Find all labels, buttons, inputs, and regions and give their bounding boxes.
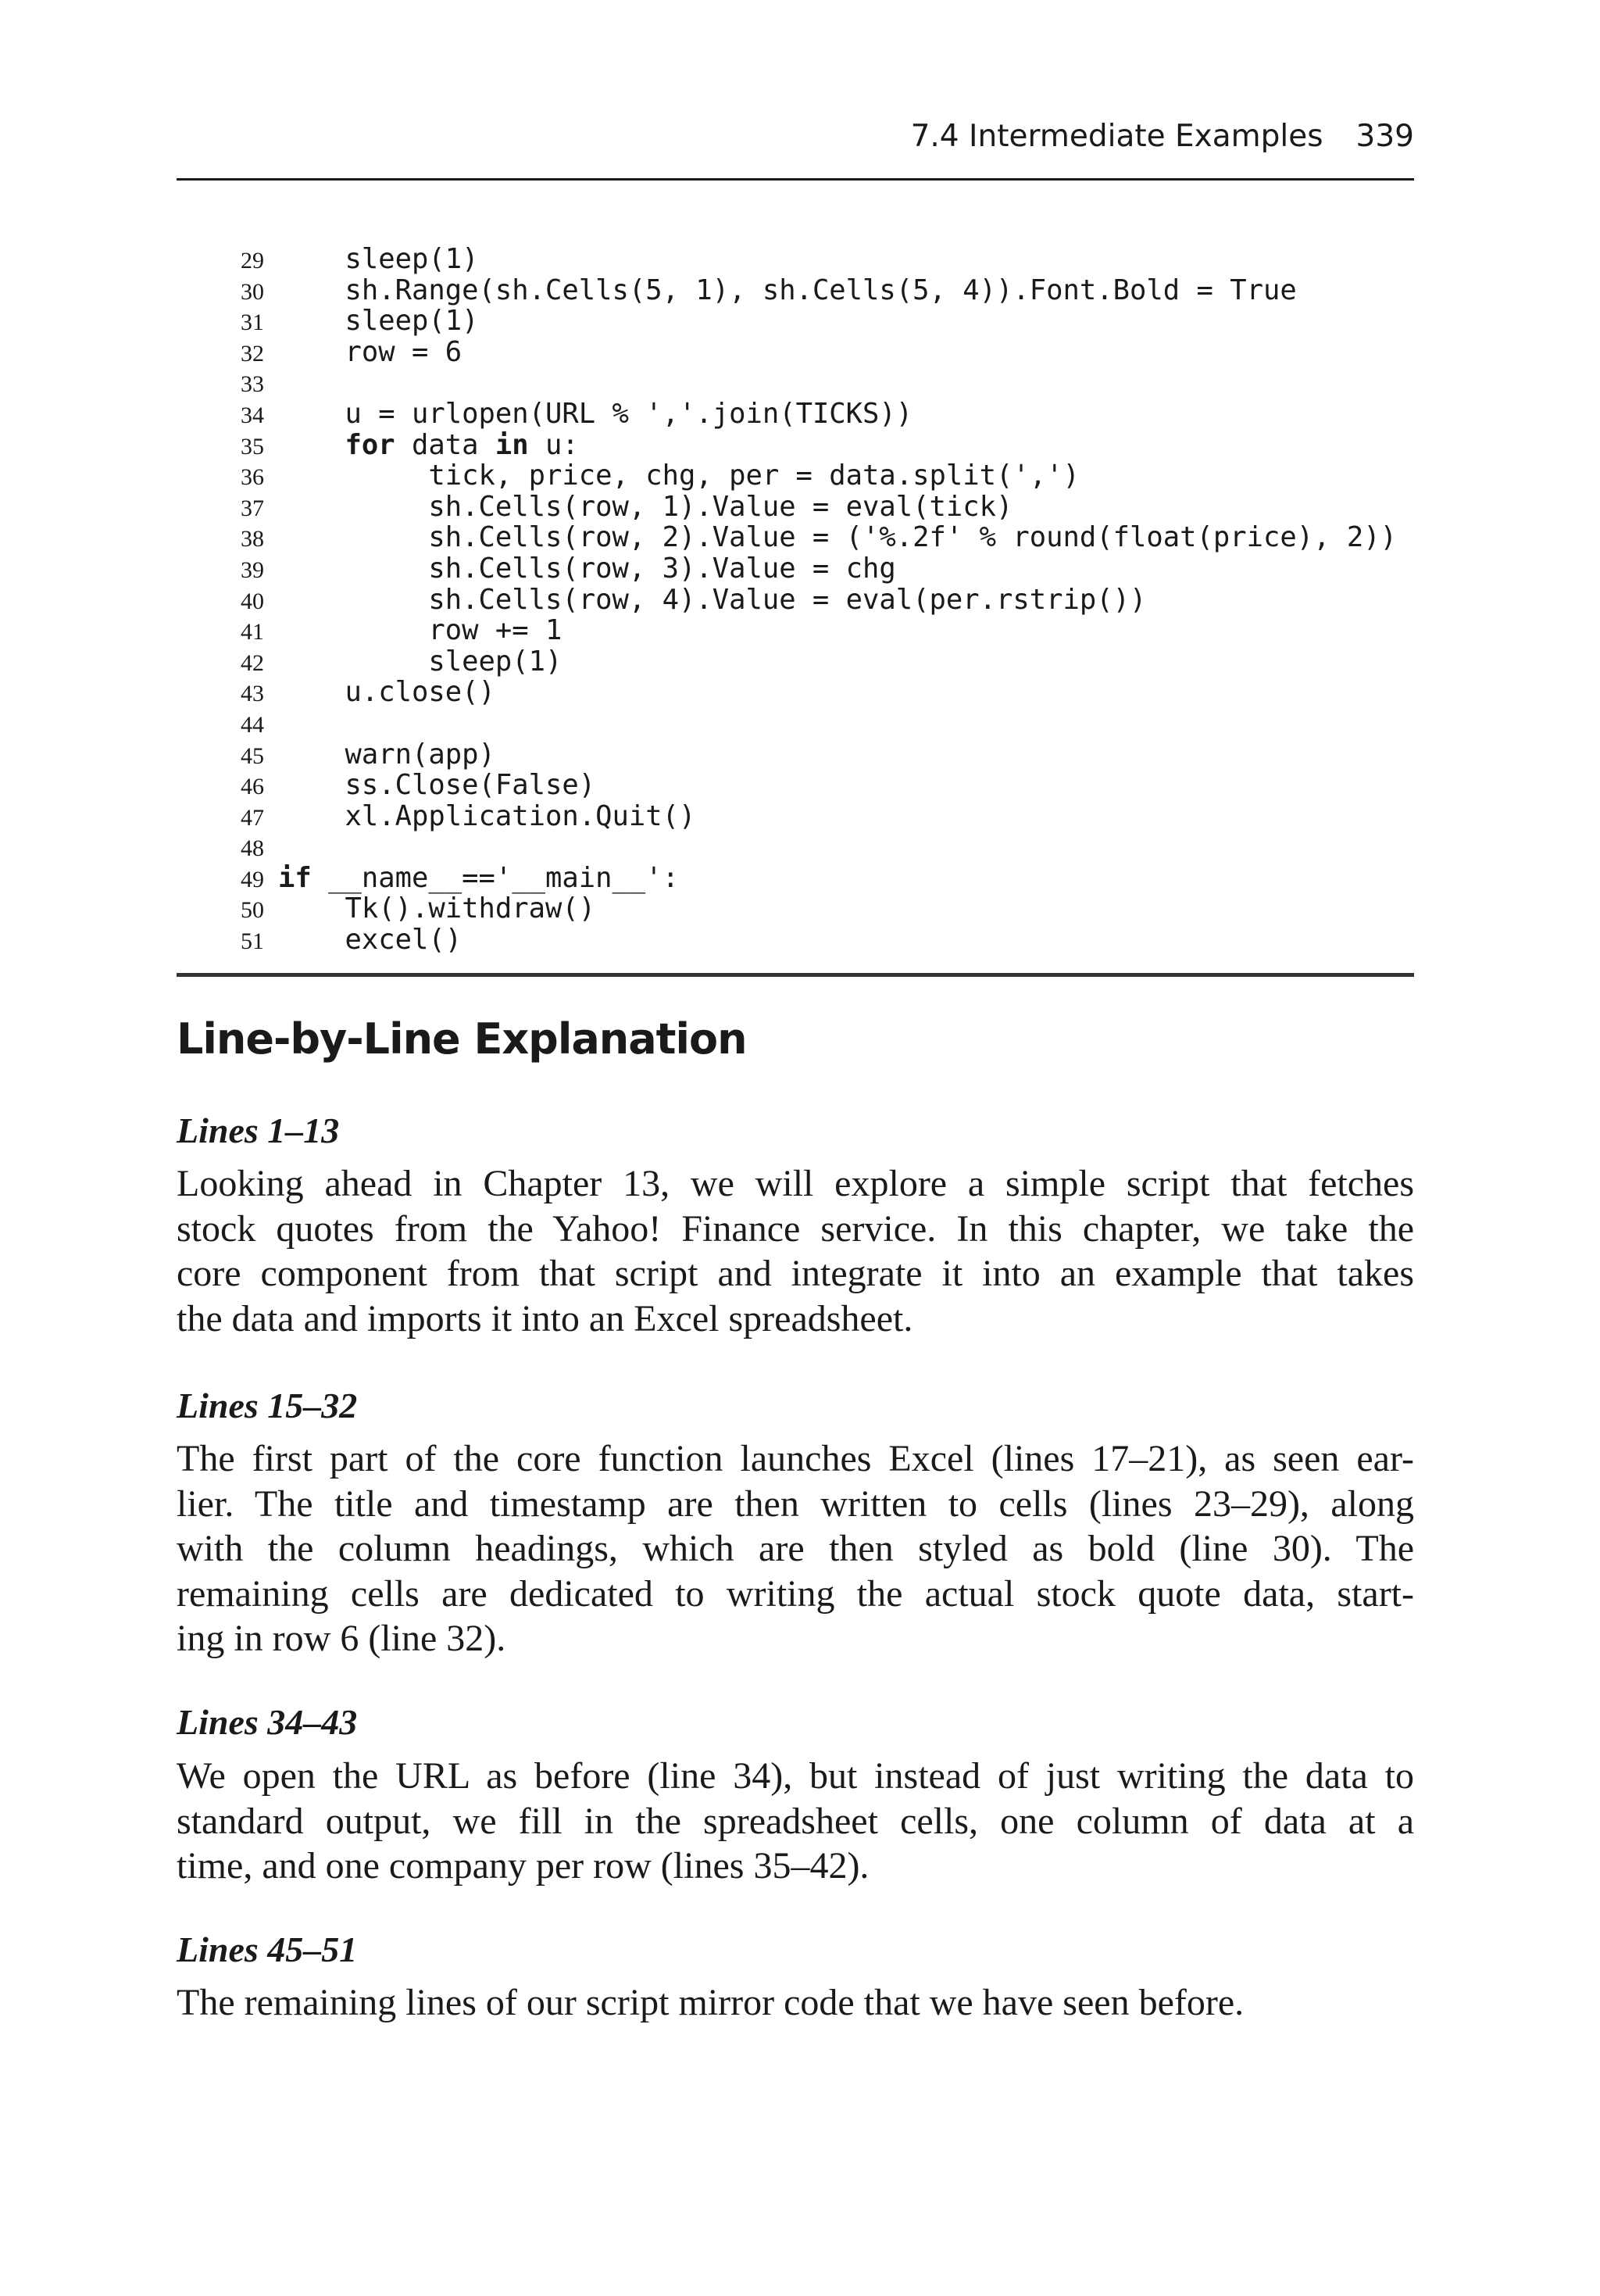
line-number: 49 <box>241 866 264 892</box>
explanation-heading-lines-15-32: Lines 15–32 <box>177 1386 358 1425</box>
code-token: u: <box>528 428 579 461</box>
line-number: 40 <box>241 588 264 614</box>
code-line <box>177 646 1414 678</box>
explanation-paragraph-lines-1-13 <box>177 1161 1414 1341</box>
code-text <box>278 677 495 708</box>
code-token: row += 1 <box>428 614 562 647</box>
code-token: xl.Application.Quit() <box>345 799 696 832</box>
explanation-paragraph-lines-34-43 <box>177 1754 1414 1889</box>
code-text <box>278 492 1012 523</box>
code-keyword: if <box>278 861 312 894</box>
code-token: sh.Cells(row, 2).Value = ('%.2f' % round(float(price), 2)) <box>428 521 1397 554</box>
code-token: u = urlopen(URL % ','.join(TICKS)) <box>345 397 913 430</box>
code-token: sh.Cells(row, 1).Value = eval(tick) <box>428 490 1013 523</box>
code-keyword: in <box>495 428 529 461</box>
line-number: 38 <box>241 526 264 553</box>
code-token: __name__=='__main__': <box>311 861 679 894</box>
code-text <box>278 399 912 430</box>
running-head <box>177 119 1414 166</box>
code-line <box>177 367 1414 399</box>
paragraph-line: with the column headings, which are then styled as bold (line 30). The <box>177 1528 1414 1569</box>
line-number: 47 <box>241 804 264 831</box>
code-token: u.close() <box>345 676 495 709</box>
code-token: sleep(1) <box>345 305 479 338</box>
code-token: row = 6 <box>345 335 462 368</box>
code-line <box>177 831 1414 863</box>
code-text <box>278 770 595 801</box>
code-line <box>177 708 1414 739</box>
code-text <box>278 615 562 646</box>
code-text <box>278 337 462 368</box>
code-text <box>278 275 1297 306</box>
code-listing-bottom-rule <box>177 973 1414 977</box>
code-line <box>177 770 1414 801</box>
code-line <box>177 615 1414 646</box>
code-token: data <box>395 428 495 461</box>
code-text <box>278 244 478 275</box>
header-rule <box>177 178 1414 181</box>
code-line <box>177 337 1414 368</box>
code-token: excel() <box>345 924 462 957</box>
line-number: 48 <box>241 835 264 862</box>
code-token: sleep(1) <box>345 243 479 275</box>
code-text <box>278 924 462 956</box>
line-number: 32 <box>241 340 264 367</box>
code-text <box>278 863 679 894</box>
code-token: sh.Range(sh.Cells(5, 1), sh.Cells(5, 4)).Font.Bold = True <box>345 274 1297 306</box>
code-line <box>177 275 1414 306</box>
code-text <box>278 801 695 832</box>
paragraph-line: standard output, we fill in the spreadsheet cells, one column of data at a <box>177 1800 1414 1842</box>
line-number: 37 <box>241 495 264 521</box>
explanation-heading-lines-34-43: Lines 34–43 <box>177 1702 358 1742</box>
code-line <box>177 522 1414 553</box>
code-text <box>278 460 1080 492</box>
code-line <box>177 863 1414 894</box>
line-number: 31 <box>241 309 264 336</box>
paragraph-line: The remaining lines of our script mirror code that we have seen before. <box>177 1982 1245 2023</box>
paragraph-line: We open the URL as before (line 34), but instead of just writing the data to <box>177 1755 1414 1797</box>
code-line <box>177 801 1414 832</box>
line-number: 41 <box>241 619 264 646</box>
code-token: tick, price, chg, per = data.split(',') <box>428 460 1080 492</box>
code-text <box>278 646 562 678</box>
line-number: 34 <box>241 402 264 428</box>
paragraph-line: time, and one company per row (lines 35–42). <box>177 1845 870 1887</box>
code-listing <box>177 244 1414 956</box>
code-text <box>278 893 595 924</box>
code-line <box>177 306 1414 337</box>
code-line <box>177 924 1414 956</box>
code-token: Tk().withdraw() <box>345 892 596 925</box>
code-line <box>177 553 1414 585</box>
code-token: ss.Close(False) <box>345 769 596 802</box>
code-line <box>177 677 1414 708</box>
paragraph-line: Looking ahead in Chapter 13, we will explore a simple script that fetches <box>177 1163 1414 1204</box>
paragraph-line: stock quotes from the Yahoo! Finance service. In this chapter, we take the <box>177 1207 1414 1250</box>
code-token: sh.Cells(row, 4).Value = eval(per.rstrip()) <box>428 583 1147 616</box>
code-text <box>278 553 896 585</box>
paragraph-line: remaining cells are dedicated to writing the actual stock quote data, start- <box>177 1572 1414 1615</box>
code-text <box>278 522 1397 553</box>
code-line <box>177 893 1414 924</box>
code-keyword: for <box>345 428 395 461</box>
code-text <box>278 430 579 461</box>
running-head-section: 7.4 Intermediate Examples <box>910 119 1323 154</box>
line-number: 43 <box>241 681 264 707</box>
line-number: 42 <box>241 649 264 676</box>
paragraph-line: core component from that script and integrate it into an example that takes <box>177 1253 1414 1294</box>
code-line <box>177 399 1414 430</box>
code-line <box>177 460 1414 492</box>
line-number: 45 <box>241 742 264 769</box>
code-line <box>177 585 1414 616</box>
explanation-heading-lines-45-51: Lines 45–51 <box>177 1929 358 1969</box>
line-number: 50 <box>241 897 264 924</box>
line-number: 30 <box>241 278 264 305</box>
line-number: 51 <box>241 928 264 955</box>
code-line <box>177 492 1414 523</box>
page-number: 339 <box>1355 119 1414 154</box>
line-number: 36 <box>241 464 264 491</box>
code-token: warn(app) <box>345 738 495 771</box>
paragraph-line: lier. The title and timestamp are then written to cells (lines 23–29), along <box>177 1482 1414 1525</box>
code-line <box>177 739 1414 771</box>
explanation-heading-lines-1-13: Lines 1–13 <box>177 1110 340 1150</box>
code-text <box>278 585 1146 616</box>
code-line <box>177 430 1414 461</box>
line-number: 39 <box>241 556 264 583</box>
code-token: sleep(1) <box>428 645 562 678</box>
paragraph-line: The first part of the core function launches Excel (lines 17–21), as seen ear- <box>177 1438 1414 1479</box>
code-text <box>278 739 495 771</box>
paragraph-line: ing in row 6 (line 32). <box>177 1618 506 1659</box>
explanation-paragraph-lines-45-51 <box>177 1980 1414 2026</box>
section-title: Line-by-Line Explanation <box>177 1014 747 1064</box>
code-token: sh.Cells(row, 3).Value = chg <box>428 552 896 585</box>
line-number: 35 <box>241 433 264 460</box>
code-line <box>177 244 1414 275</box>
code-text <box>278 306 478 337</box>
explanation-paragraph-lines-15-32 <box>177 1436 1414 1661</box>
paragraph-line: the data and imports it into an Excel spreadsheet. <box>177 1297 913 1339</box>
line-number: 29 <box>241 248 264 274</box>
line-number: 33 <box>241 371 264 398</box>
line-number: 46 <box>241 774 264 800</box>
line-number: 44 <box>241 711 264 738</box>
